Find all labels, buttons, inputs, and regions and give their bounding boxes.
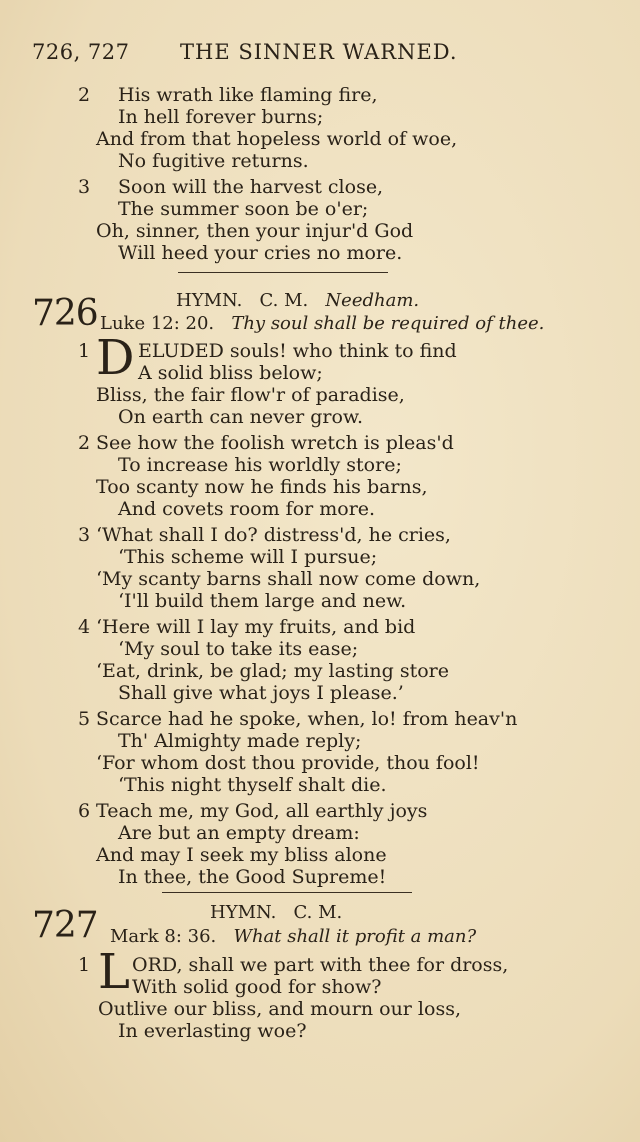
verse-line: And covets room for more.	[118, 498, 376, 520]
verse-line: And from that hopeless world of woe,	[96, 128, 458, 150]
running-title: THE SINNER WARNED.	[180, 40, 458, 64]
verse-number: 3	[78, 176, 91, 198]
hymn-number: 727	[32, 905, 98, 946]
hymn-number: 726	[32, 293, 98, 334]
verse-line: In hell forever burns;	[118, 106, 324, 128]
verse-line: ‘My scanty barns shall now come down,	[96, 568, 481, 590]
verse-number: 5	[78, 708, 91, 730]
verse-line: To increase his worldly store;	[118, 454, 402, 476]
verse-line: Too scanty now he finds his barns,	[96, 476, 428, 498]
verse-number: 1	[78, 954, 91, 976]
verse-line: ‘This scheme will I pursue;	[118, 546, 378, 568]
verse-line: See how the foolish wretch is pleas'd	[96, 432, 454, 454]
verse-number: 3	[78, 524, 91, 546]
verse-line: In everlasting woe?	[118, 1020, 307, 1042]
verse-line: Teach me, my God, all earthly joys	[96, 800, 428, 822]
verse-line: His wrath like flaming fire,	[118, 84, 378, 106]
verse-line: In thee, the Good Supreme!	[118, 866, 387, 888]
verse-line: ‘I'll build them large and new.	[118, 590, 407, 612]
verse-line: With solid good for show?	[132, 976, 382, 998]
page-numbers: 726, 727	[32, 40, 130, 64]
verse-line: ‘What shall I do? distress'd, he cries,	[96, 524, 451, 546]
verse-line: ‘My soul to take its ease;	[118, 638, 359, 660]
verse-line: ELUDED souls! who think to find	[138, 340, 457, 362]
verse-number: 4	[78, 616, 91, 638]
verse-line: Shall give what joys I please.’	[118, 682, 404, 704]
verse-line: ‘Eat, drink, be glad; my lasting store	[96, 660, 449, 682]
verse-line: ‘For whom dost thou provide, thou fool!	[96, 752, 480, 774]
verse-line: ‘Here will I lay my fruits, and bid	[96, 616, 416, 638]
verse-number: 6	[78, 800, 91, 822]
verse-line: Are but an empty dream:	[118, 822, 360, 844]
verse-number: 2	[78, 84, 91, 106]
section-divider	[162, 892, 412, 893]
hymn-heading: HYMN. C. M. Needham.	[176, 290, 420, 311]
verse-line: Soon will the harvest close,	[118, 176, 384, 198]
verse-line: The summer soon be o'er;	[118, 198, 369, 220]
verse-line: Scarce had he spoke, when, lo! from heav'n	[96, 708, 518, 730]
verse-line: No fugitive returns.	[118, 150, 309, 172]
verse-number: 2	[78, 432, 91, 454]
scripture-reference: Mark 8: 36. What shall it profit a man?	[110, 926, 477, 947]
page-header	[32, 40, 632, 70]
verse-line: Oh, sinner, then your injur'd God	[96, 220, 414, 242]
verse-line: Th' Almighty made reply;	[118, 730, 362, 752]
verse-line: On earth can never grow.	[118, 406, 363, 428]
section-divider	[178, 272, 388, 273]
drop-cap: D	[96, 330, 135, 386]
verse-line: Will heed your cries no more.	[118, 242, 403, 264]
verse-line: A solid bliss below;	[138, 362, 323, 384]
verse-line: ORD, shall we part with thee for dross,	[132, 954, 509, 976]
verse-line: Outlive our bliss, and mourn our loss,	[98, 998, 461, 1020]
verse-line: Bliss, the fair flow'r of paradise,	[96, 384, 405, 406]
drop-cap: L	[98, 944, 130, 1000]
verse-line: ‘This night thyself shalt die.	[118, 774, 387, 796]
verse-line: And may I seek my bliss alone	[96, 844, 387, 866]
scripture-reference: Luke 12: 20. Thy soul shall be required of thee.	[100, 313, 545, 334]
hymn-heading: HYMN. C. M.	[210, 902, 343, 923]
verse-number: 1	[78, 340, 91, 362]
